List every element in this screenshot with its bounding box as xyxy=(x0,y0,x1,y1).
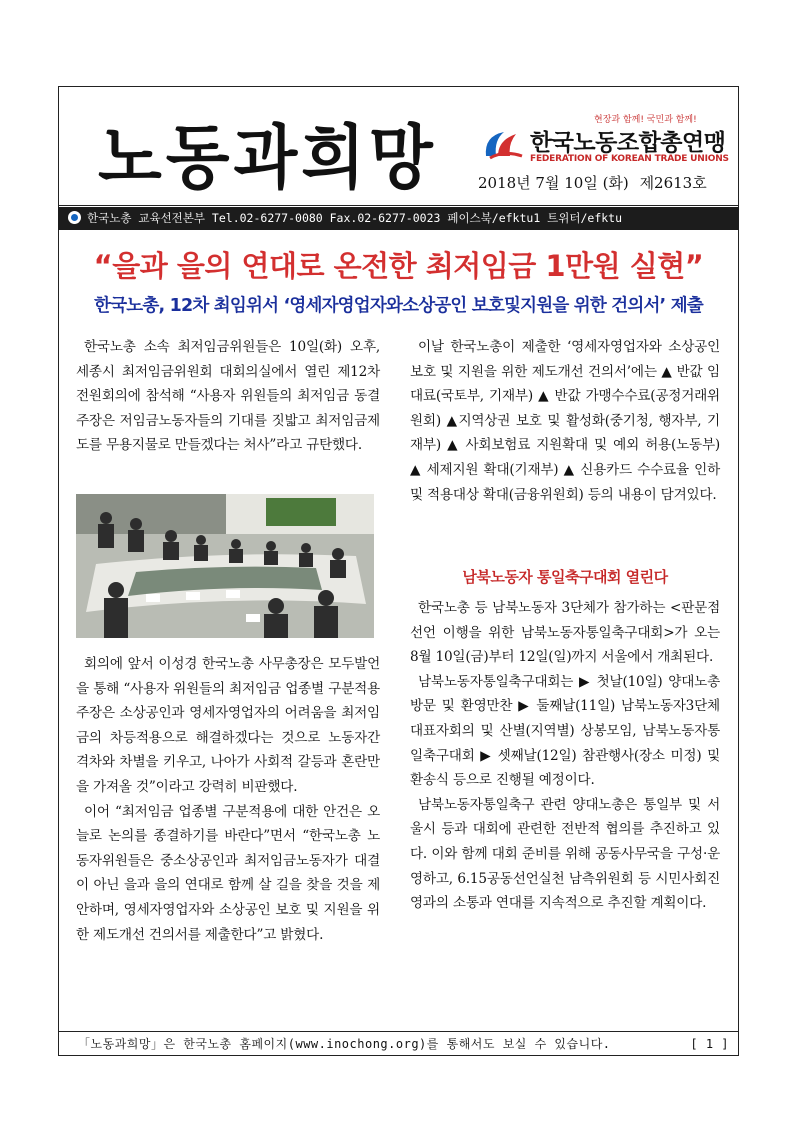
org-logo-block xyxy=(476,102,736,182)
right-column-bottom xyxy=(410,596,720,916)
newsletter-title: 노동과희망 xyxy=(98,116,437,199)
contact-bar-text: 한국노총 교육선전본부 Tel.02-6277-0080 Fax.02-6277-0023 페이스북/efktu1 트위터/efktu xyxy=(87,211,623,225)
main-subheadline: 한국노총, 12차 최임위서 ‘영세자영업자와소상공인 보호및지원을 위한 건의서’ 제출 xyxy=(94,296,703,316)
article2-paragraph-1: 한국노총 등 남북노동자 3단체가 참가하는 <판문점선언 이행을 위한 남북노동자통일축구대회>가 오는 8월 10일(금)부터 12일(일)까지 서울에서 개최된다. xyxy=(410,600,720,666)
fktu-small-logo-icon xyxy=(68,211,81,224)
footer-text: 「노동과희망」은 한국노총 홈페이지(www.inochong.org)를 통해서도 보실 수 있습니다. xyxy=(78,1037,611,1051)
article-paragraph-4: 이날 한국노총이 제출한 ‘영세자영업자와 소상공인 보호 및 지원을 위한 제도개선 건의서’에는 ▲ 반값 임대료(국토부, 기재부) ▲ 반값 가맹수수료(공정거래위원회) ▲지역상권 보호 및 활성화(중기청, 행자부, 기재부) ▲ 사회보험료 지원확대 및 예외 허용(노동부) ▲ 세제지원 확대(기재부) ▲ 신용카드 수수료율 인하 및 적용대상 확대(금융위원회) 등의 내용이 담겨있다. xyxy=(410,339,720,503)
meeting-photo-illustration xyxy=(76,494,374,638)
issue-date: 2018년 7월 10일 (화) xyxy=(478,174,629,192)
right-column-top xyxy=(410,335,720,507)
article2-paragraph-3: 남북노동자통일축구 관련 양대노총은 통일부 및 서울시 등과 대회에 관련한 전반적 협의를 추진하고 있다. 이와 함께 대회 준비를 위해 공동사무국을 구성·운영하고, 6.15공동선언실천 남측위원회 등 시민사회진영과의 소통과 연대를 지속적으로 추진할 계획이다. xyxy=(410,796,720,912)
org-slogan: 현장과 함께! 국민과 함께! xyxy=(594,115,697,125)
left-column-bottom xyxy=(76,652,380,947)
page-number: [ 1 ] xyxy=(690,1037,729,1051)
org-name-english: FEDERATION OF KOREAN TRADE UNIONS xyxy=(530,154,729,164)
section-title: 남북노동자 통일축구대회 열린다 xyxy=(462,568,668,586)
left-column-top xyxy=(76,335,380,458)
main-headline: “을과 을의 연대로 온전한 최저임금 1만원 실현” xyxy=(93,249,704,283)
article-paragraph-3: 이어 “최저임금 업종별 구분적용에 대한 안건은 오늘로 논의를 종결하기를 바란다”면서 “한국노총 노동자위원들은 중소상공인과 최저임금노동자가 대결이 아닌 을과 을의 연대로 함께 살 길을 찾을 것을 제안하며, 영세자영업자와 소상공인 보호 및 지원을 위한 제도개선 건의서를 제출한다”고 밝혔다. xyxy=(76,803,380,943)
meeting-photo xyxy=(76,494,374,638)
issue-line xyxy=(478,172,713,193)
org-name-korean: 한국노동조합총연맹 xyxy=(530,130,726,156)
contact-bar xyxy=(58,207,739,230)
issue-number: 제2613호 xyxy=(639,174,707,192)
masthead xyxy=(58,86,739,206)
article-paragraph-2: 회의에 앞서 이성경 한국노총 사무총장은 모두발언을 통해 “사용자 위원들의 최저임금 업종별 구분적용 주장은 소상공인과 영세자영업자의 어려움을 최저임금의 차등적용으로 해결하겠다는 것으로 노동자간 격차와 차별을 키우고, 나아가 사회적 갈등과 혼란만을 가져올 것”이라고 강력히 비판했다. xyxy=(76,656,380,795)
article-paragraph-1: 한국노총 소속 최저임금위원들은 10일(화) 오후, 세종시 최저임금위원회 대회의실에서 열린 제12차 전원회의에 참석해 “사용자 위원들의 최저임금 동결 주장은 저임금노동자들의 기대를 짓밟고 최저임금제도를 무용지물로 만들겠다는 처사”라고 규탄했다. xyxy=(76,339,380,454)
article2-paragraph-2: 남북노동자통일축구대회는 ▶ 첫날(10일) 양대노총 방문 및 환영만찬 ▶ 둘째날(11일) 남북노동자3단체 대표자회의 및 산별(지역별) 상봉모임, 남북노동자통일축구대회 ▶ 셋째날(12일) 참관행사(장소 미정) 및 환송식 등으로 진행될 예정이다. xyxy=(410,673,720,789)
page-footer xyxy=(58,1031,739,1056)
fktu-logo-icon xyxy=(480,126,526,162)
